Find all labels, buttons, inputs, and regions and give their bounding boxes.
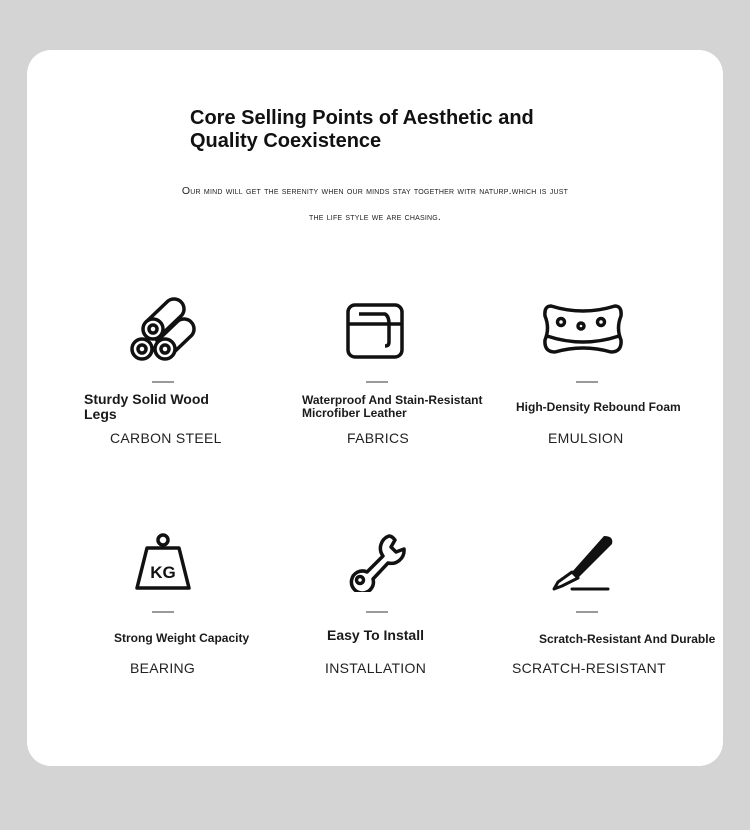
divider-dash: [152, 381, 174, 383]
feature-label: High-Density Rebound Foam: [516, 400, 681, 414]
feature-label-line-1: Waterproof And Stain-Resistant: [302, 393, 483, 407]
feature-label: Scratch-Resistant And Durable: [539, 632, 716, 646]
feature-label: [302, 394, 492, 420]
feature-caption: EMULSION: [548, 430, 624, 446]
feature-label-line-2: Microfiber Leather: [302, 406, 407, 420]
subtitle-line-1: Our mind will get the serenity when our minds stay together witr naturp.which is just: [181, 185, 569, 197]
subtitle-line-2: the life style we are chasing.: [308, 211, 442, 223]
page-title: [190, 107, 534, 153]
scalpel-icon: [552, 534, 616, 592]
page-subtitle: [100, 178, 650, 230]
divider-dash: [366, 611, 388, 613]
divider-dash: [152, 611, 174, 613]
divider-dash: [366, 381, 388, 383]
wrench-icon: [347, 532, 407, 592]
feature-caption: BEARING: [130, 660, 196, 676]
feature-caption: SCRATCH-RESISTANT: [512, 660, 666, 676]
sponge-icon: [543, 302, 623, 356]
logs-icon: [128, 294, 198, 362]
kg-weight-icon: [133, 532, 193, 592]
feature-label: Sturdy Solid Wood Legs: [84, 391, 209, 422]
svg-text:KG: KG: [150, 563, 176, 582]
divider-dash: [576, 611, 598, 613]
feature-caption: CARBON STEEL: [110, 430, 222, 446]
divider-dash: [576, 381, 598, 383]
feature-caption: INSTALLATION: [325, 660, 427, 676]
title-line-2: Quality Coexistence: [190, 130, 382, 152]
title-line-1: Core Selling Points of Aesthetic and: [190, 107, 534, 129]
feature-label: Easy To Install: [327, 627, 424, 643]
feature-caption: FABRICS: [347, 430, 410, 446]
feature-label: Strong Weight Capacity: [114, 631, 250, 645]
leather-wallet-icon: [345, 302, 405, 360]
